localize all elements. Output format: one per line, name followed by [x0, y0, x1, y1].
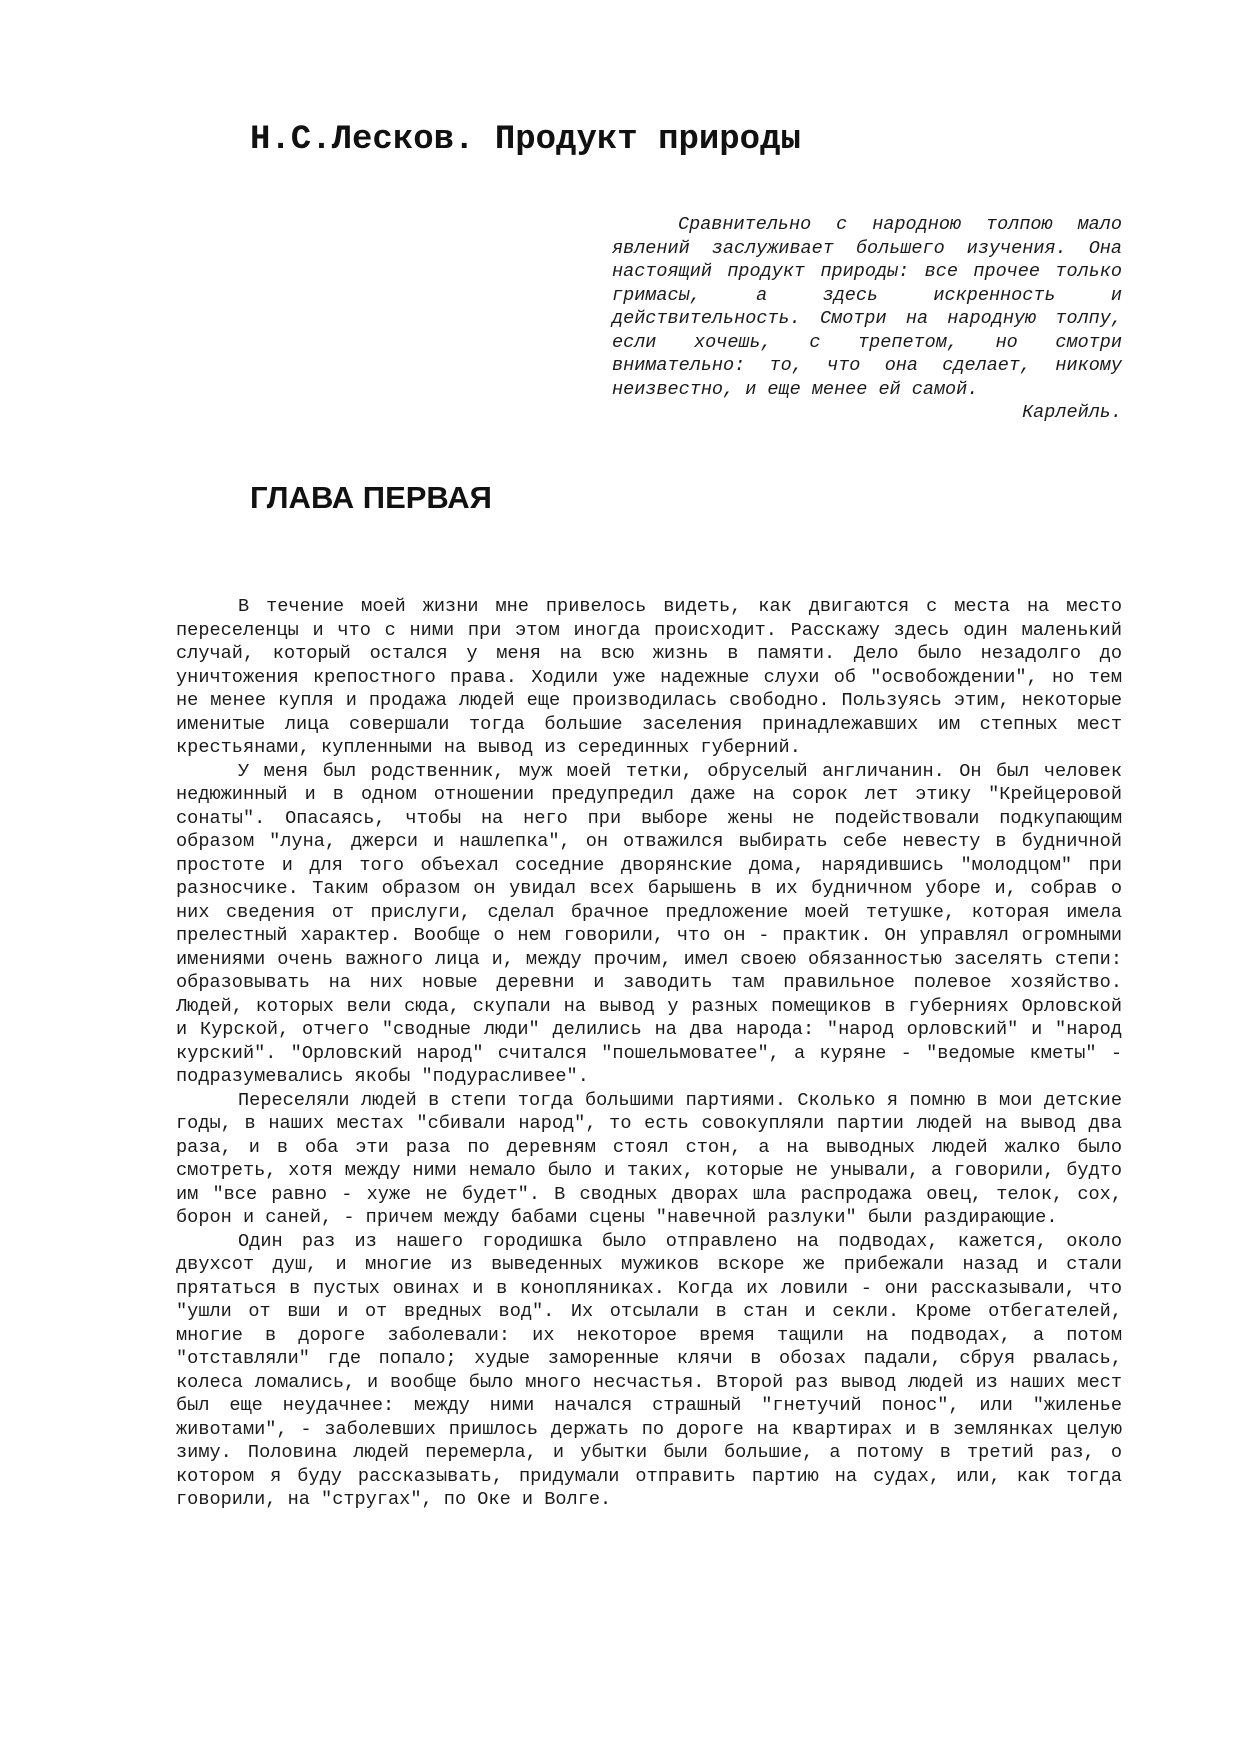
paragraph: Один раз из нашего городишка было отправлено на подводах, кажется, около двухсот душ, и многие из выведенных мужиков вскоре же прибежали назад и стали прятаться в пустых овинах и в конопляниках. Когда их ловили - они рассказывали, что "ушли от вши и от вредных вод". Их отсылали в стан и секли. Кроме отбегателей, многие в дороге заболевали: их некоторое время тащили на подводах, а потом "отставляли" где попало; худые заморенные клячи в обозах падали, сбруя рвалась, колеса ломались, и вообще было много несчастья. Второй раз вывод людей из наших мест был еще неудачнее: между ними начался страшный "гнетучий понос", или "жиленье животами", - заболевших пришлось держать по дороге на квартирах и в землянках целую зиму. Половина людей перемерла, и убытки были большие, а потому в третий раз, о котором я буду рассказывать, придумали отправить партию на судах, или, как тогда говорили, на "стругах", по Оке и Волге. — [176, 1230, 1122, 1510]
paragraph: У меня был родственник, муж моей тетки, обруселый англичанин. Он был человек недюжинный и в одном отношении предупредил даже на сорок лет этику "Крейцеровой сонаты". Опасаясь, чтобы на него при выборе жены не подействовали подкупающим образом "луна, джерси и нашлепка", он отважился выбирать себе невесту в будничной простоте и для того объехал соседние дворянские дома, нарядившись "молодцом" при разносчике. Таким образом он увидал всех барышень в их будничном уборе и, собрав о них сведения от прислуги, сделал брачное предложение моей тетушке, которая имела прелестный характер. Вообще о нем говорили, что он - практик. Он управлял огромными имениями очень важного лица и, между прочим, имел своею обязанностью заселять степи: образовывать на них новые деревни и заводить там правильное полевое хозяйство. Людей, которых вели сюда, скупали на вывод у разных помещиков в губерниях Орловской и Курской, отчего "сводные люди" делились на два народа: "народ орловский" и "народ курский". "Орловский народ" считался "пошельмоватее", а куряне - "ведомые кметы" - подразумевались якобы "подурасливее". — [176, 760, 1122, 1087]
paragraph: Переселяли людей в степи тогда большими партиями. Сколько я помню в мои детские годы, в наших местах "сбивали народ", то есть совокупляли партии людей на вывод два раза, и в оба эти раза по деревням стоял стон, а на выводных людей жалко было смотреть, хотя между ними немало было и таких, которые не унывали, а говорили, будто им "все равно - хуже не будет". В сводных дворах шла распродажа овец, телок, сох, борон и саней, - причем между бабами сцены "навечной разлуки" были раздирающие. — [176, 1089, 1122, 1228]
epigraph-author: Карлейль. — [1022, 402, 1122, 423]
document-title: Н.С.Лесков. Продукт природы — [250, 121, 801, 159]
epigraph-text: Сравнительно с народною толпою мало явлений заслуживает большего изучения. Она настоящий продукт природы: все прочее только гримасы, а здесь искренность и действительность. Смотри на народную толпу, если хочешь, с трепетом, но смотри внимательно: то, что она сделает, никому неизвестно, и еще менее ей самой. — [612, 214, 1122, 400]
body-text — [176, 595, 1122, 1512]
epigraph — [612, 213, 1122, 425]
paragraph: В течение моей жизни мне привелось видеть, как двигаются с места на место переселенцы и что с ними при этом иногда происходит. Расскажу здесь один маленький случай, который остался у меня на всю жизнь в памяти. Дело было незадолго до уничтожения крепостного права. Ходили уже надежные слухи об "освобождении", но тем не менее купля и продажа людей еще производилась свободно. Пользуясь этим, некоторые именитые лица совершали тогда большие заселения принадлежавших им степных мест крестьянами, купленными на вывод из серединных губерний. — [176, 596, 1122, 758]
chapter-heading: ГЛАВА ПЕРВАЯ — [250, 480, 492, 515]
